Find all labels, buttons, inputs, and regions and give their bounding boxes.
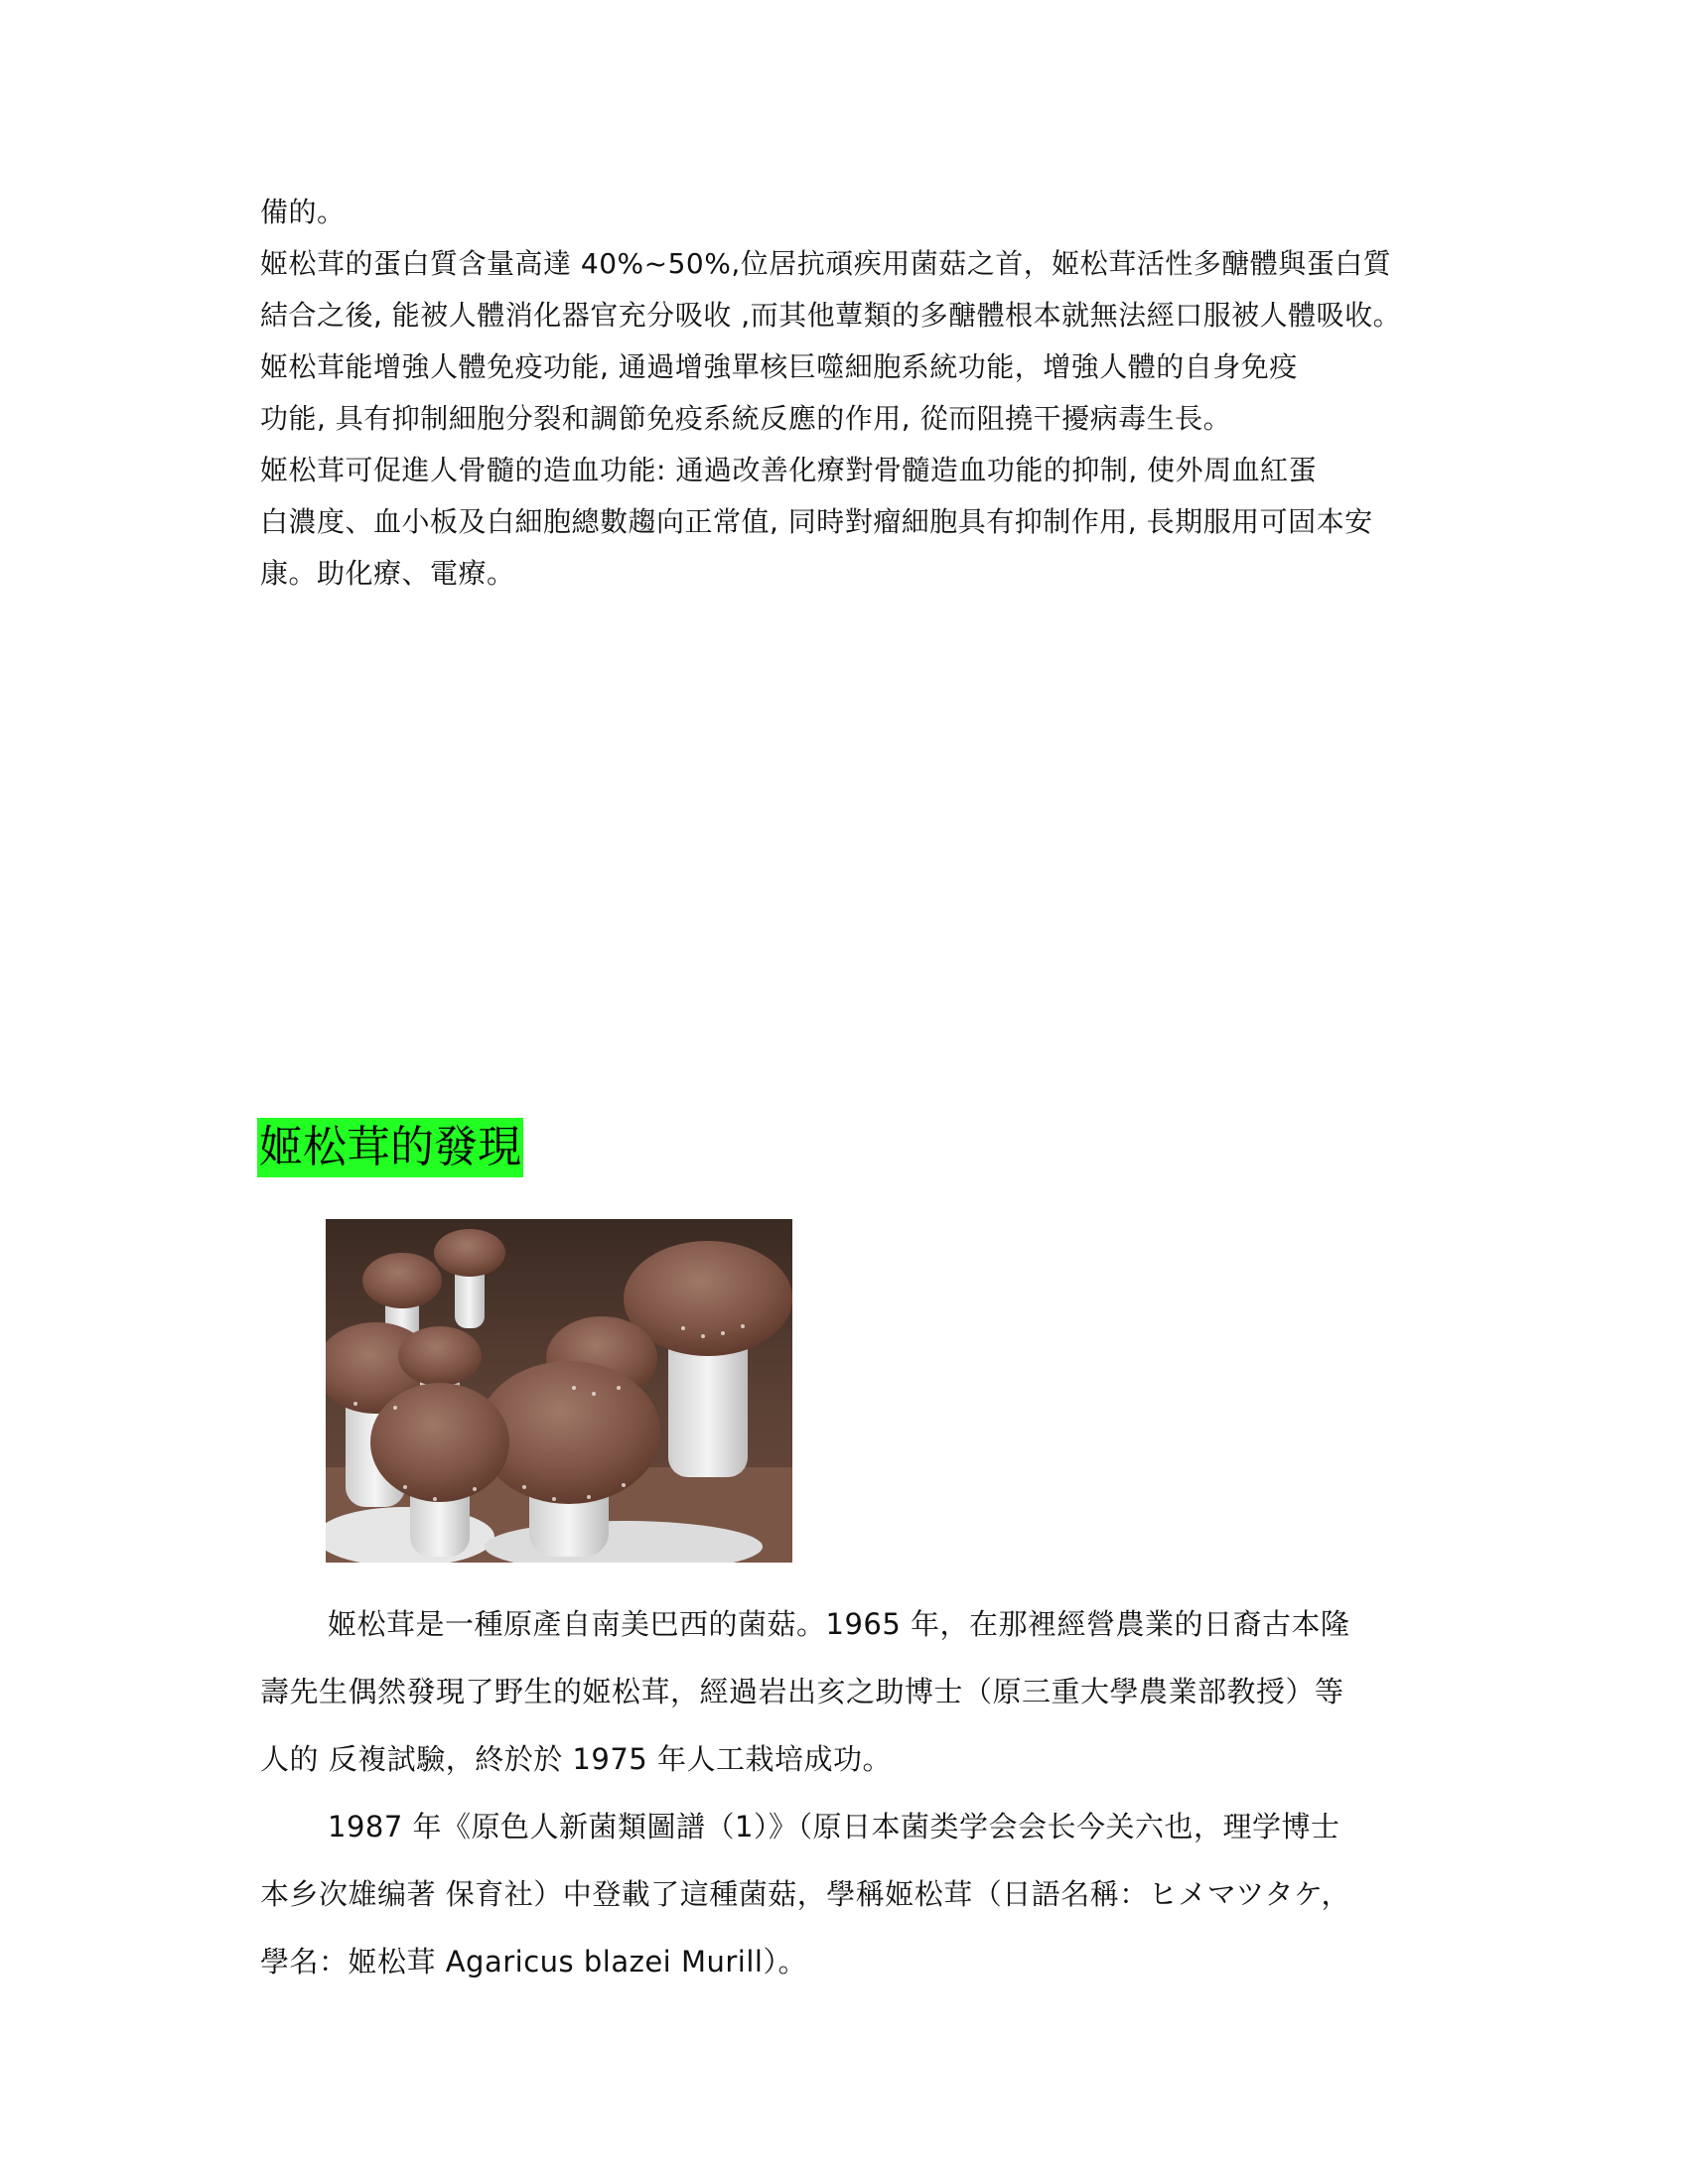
text-line: 白濃度、血小板及白細胞總數趨向正常值, 同時對瘤細胞具有抑制作用, 長期服用可固本安 bbox=[260, 505, 1373, 538]
text-line: 本乡次雄编著 保育社）中登載了這種菌菇，學稱姬松茸（日語名稱：ヒメマツタケ， bbox=[260, 1877, 1351, 1911]
text-line: 功能, 具有抑制細胞分裂和調節免疫系統反應的作用, 從而阻撓干擾病毒生長。 bbox=[260, 402, 1232, 435]
text-line: 姬松茸能增強人體免疫功能, 通過增強單核巨噬細胞系統功能，增強人體的自身免疫 bbox=[260, 350, 1298, 383]
text-line: 姬松茸是一種原產自南美巴西的菌菇。1965 年，在那裡經營農業的日裔古本隆 bbox=[328, 1607, 1350, 1641]
section-heading: 姬松茸的發現 bbox=[257, 1118, 523, 1177]
mushroom-photo bbox=[326, 1219, 792, 1563]
text-line: 備的。 bbox=[260, 196, 346, 228]
text-line: 姬松茸的蛋白質含量高達 40%~50%,位居抗頑疾用菌菇之首，姬松茸活性多醣體與蛋白質 bbox=[260, 247, 1392, 280]
text-line: 1987 年《原色人新菌類圖譜（1）》（原日本菌类学会会长今关六也，理学博士 bbox=[328, 1810, 1340, 1843]
text-line: 康。助化療、電療。 bbox=[260, 557, 515, 590]
text-line: 學名：姬松茸 Agaricus blazei Murill）。 bbox=[260, 1945, 807, 1979]
text-line: 姬松茸可促進人骨髓的造血功能: 通過改善化療對骨髓造血功能的抑制, 使外周血紅蛋 bbox=[260, 454, 1318, 486]
text-line: 結合之後, 能被人體消化器官充分吸收 ,而其他蕈類的多醣體根本就無法經口服被人體吸收。 bbox=[260, 299, 1402, 332]
text-line: 人的 反複試驗，終於於 1975 年人工栽培成功。 bbox=[260, 1742, 892, 1776]
text-line: 壽先生偶然發現了野生的姬松茸，經過岩出亥之助博士（原三重大學農業部教授）等 bbox=[260, 1675, 1344, 1708]
